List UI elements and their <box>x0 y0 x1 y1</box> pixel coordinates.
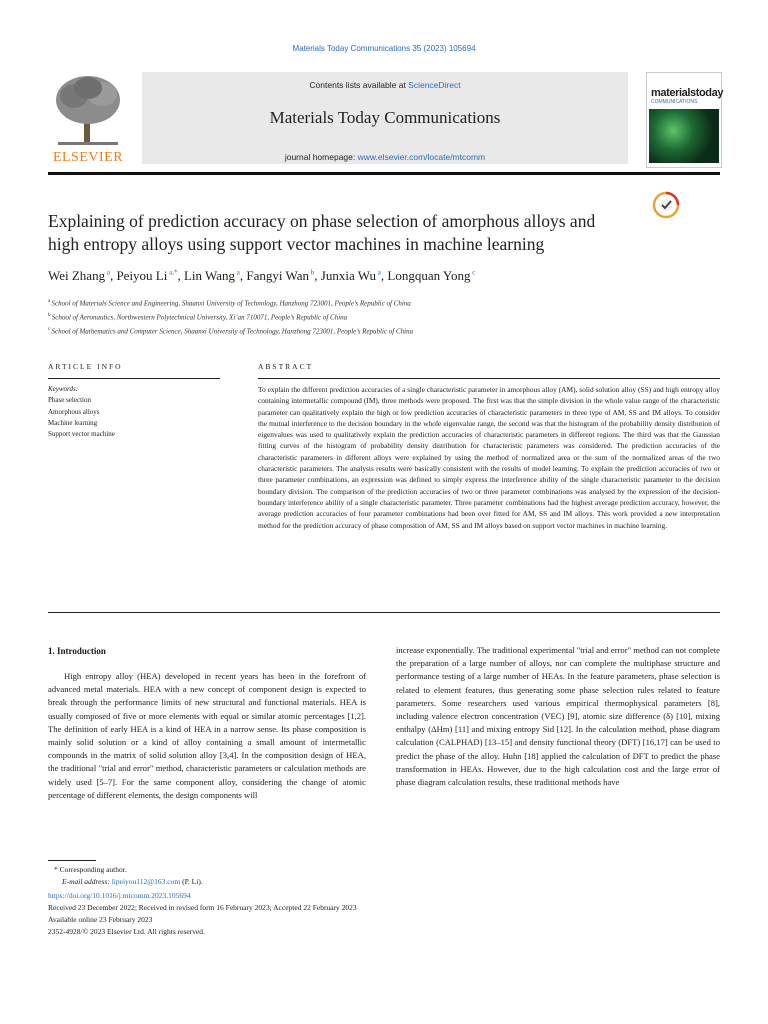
author-name[interactable]: Junxia Wu <box>320 268 377 283</box>
author-name[interactable]: Wei Zhang <box>48 268 106 283</box>
author-separator: , <box>380 268 388 283</box>
check-for-updates-button[interactable] <box>646 190 686 230</box>
affiliation-list <box>48 296 708 337</box>
available-online: Available online 23 February 2023 <box>48 915 153 924</box>
author-affiliation-mark[interactable]: a <box>105 268 110 277</box>
abstract-text: To explain the different prediction accuracies of a single characteristic parameter in amorphous alloy (AM), solid solution alloy (SS) and high entropy alloy containing intermetallic compound (IM), three methods were proposed. The first was that the simple division in the whole value range of the characteristic parameter can qualitatively explain the high or low prediction accuracies of characteristic parameters in three type of AM, SS and IM alloys. To consider the mutual interference to the decision boundary in the whole eigenvalue range, the second was that the histogram of the probability density distribution of eigenvalues was used to qualitatively explain the prediction accuracies of characteristic parameters in different regions. The third was that the Gaussian fitting curves of the histogram of probability density distribution for characteristic parameters was considered. The prediction accuracies of the characteristic parameters in different alloys were explained by using the method of normalized area or the sum of the normalized areas of the two characteristic parameters. The analysis results were basically consistent with the results of model learning. To explain the prediction accuracies of two or three parameter combinations, an expression was defined to simply express the interference ability of the single characteristic parameter to the decision boundary division. The comparison of the prediction accuracies of two or three parameter combinations was analysed by the expression of the decision-boundary interference ability of a single characteristic parameter. Three parameter combinations had the highest average prediction accuracy, however, the average prediction accuracies of four parameter combinations had been over fitted for AM, SS and IM alloys. This work provided a new interpretation method for the prediction accuracy of phase composition of AM, SS and IM alloys based on support vector machines in machine learning. <box>258 385 720 530</box>
email-label: E-mail address: <box>62 877 112 886</box>
check-updates-icon <box>646 190 686 230</box>
footnotes <box>48 864 468 938</box>
article-info-rule <box>48 378 220 379</box>
journal-header <box>48 70 628 168</box>
author-separator: , <box>109 268 117 283</box>
article-info-heading: ARTICLE INFO <box>48 362 123 371</box>
author-name[interactable]: Peiyou Li <box>116 268 168 283</box>
author-name[interactable]: Fangyi Wan <box>246 268 310 283</box>
affiliation-item <box>48 310 708 324</box>
author-separator: , <box>177 268 184 283</box>
affiliation-mark: b <box>48 312 52 318</box>
cover-subtitle: COMMUNICATIONS <box>651 99 698 105</box>
copyright-line: 2352-4928/© 2023 Elsevier Ltd. All rights reserved. <box>48 927 205 936</box>
journal-name: Materials Today Communications <box>269 108 501 127</box>
contents-prefix: Contents lists available at <box>309 80 409 90</box>
keyword-item: Support vector machine <box>48 430 115 439</box>
header-divider <box>48 172 720 175</box>
cover-image <box>649 109 719 163</box>
author-affiliation-mark[interactable]: b <box>309 268 315 277</box>
header-center-panel <box>142 72 628 164</box>
author-name[interactable]: Longquan Yong <box>387 268 471 283</box>
section-heading-introduction: 1. Introduction <box>48 646 106 656</box>
author-separator: , <box>239 268 247 283</box>
intro-paragraph-right: increase exponentially. The traditional experimental "trial and error" method can not complete the preparation of a large number of alloys, nor can complete the multiphase structure and performance testing of a large number of HEAs. In the feature parameters, phase selection is related to element features, thus generating some phase selection rules related to feature parameters. Some researchers used various empirical thermophysical parameters [8], including valence electron concentration (VEC) [9], atomic size difference (δ) [10], mixing enthalpy (ΔHm) [11] and mixing entropy Sid [12]. In the calculation method, phase diagram calculation (CALPHAD) [13–15] and density functional theory (DFT) [16,17] can be used to predict the phase of the alloy. Huhn [18] applied the calculation of DFT to predict the phase transformation in HEAs. However, due to the high calculation cost and the large error of phase diagram calculation results, these traditional methods have <box>396 645 720 788</box>
received-dates: Received 23 December 2022; Received in revised form 16 February 2023; Accepted 22 February 2023 <box>48 903 357 912</box>
homepage-line <box>142 152 628 162</box>
keywords-list <box>48 395 223 440</box>
corresponding-author-note: * Corresponding author. <box>54 865 127 874</box>
keyword-item: Amorphous alloys <box>48 407 100 416</box>
author-name[interactable]: Lin Wang <box>183 268 236 283</box>
author-affiliation-mark[interactable]: c <box>470 268 476 277</box>
publisher-name: ELSEVIER <box>52 150 124 165</box>
intro-paragraph-left: High entropy alloy (HEA) developed in recent years has been in the forefront of advanced metal materials. HEA with a new concept of component design is expected to break through the performance limits of new structural and functional materials. HEA is usually composed of five or more elements with equal or similar atomic percentages [1,2]. The definition of early HEA is a kind of HEA in a narrow sense. Its phase composition is mainly solid solution or a kind of alloy containing a small amount of intermetallic compounds in the matrix of solid solution alloy [3,4]. In the composition design of HEA, the traditional "trial and error" method, characteristic parameters or calculation methods are widely used [5–7]. For the same component alloy, considering the change of atomic percentage of different elements, the design components will <box>48 671 366 800</box>
article-title: Explaining of prediction accuracy on phase selection of amorphous alloys and high entropy alloys using support vector machines in machine learning <box>48 211 596 254</box>
doi-link[interactable]: https://doi.org/10.1016/j.mtcomm.2023.105694 <box>48 891 191 900</box>
email-suffix: (P. Li). <box>180 877 203 886</box>
author-affiliation-mark[interactable]: a,* <box>167 268 178 277</box>
journal-reference[interactable]: Materials Today Communications 35 (2023) 105694 <box>292 44 476 53</box>
affiliation-text: School of Mathematics and Computer Science, Shaanxi University of Technology, Hanzhong 723001, People’s Republic of China <box>51 326 414 335</box>
keywords-label: Keywords: <box>48 385 79 393</box>
affiliation-item <box>48 296 708 310</box>
footnote-rule <box>48 860 96 861</box>
author-separator: , <box>314 268 321 283</box>
email-link[interactable]: lipeiyou112@163.com <box>111 877 181 886</box>
homepage-link[interactable]: www.elsevier.com/locate/mtcomm <box>357 152 486 162</box>
author-affiliation-mark[interactable]: a <box>376 268 381 277</box>
affiliation-mark: c <box>48 326 52 332</box>
affiliation-text: School of Aeronautics, Northwestern Polytechnical University, Xi’an 710071, People’s Republic of China <box>51 313 348 322</box>
keyword-item: Phase selection <box>48 396 91 405</box>
homepage-prefix: journal homepage: <box>284 152 358 162</box>
sciencedirect-link[interactable]: ScienceDirect <box>408 80 461 90</box>
affiliation-text: School of Materials Science and Engineering, Shaanxi University of Technology, Hanzhong 723001, People’s Republic of China <box>51 299 411 308</box>
affiliation-mark: a <box>48 299 52 304</box>
cover-title: materialstoday <box>651 87 724 99</box>
elsevier-tree-icon <box>48 70 128 150</box>
author-affiliation-mark[interactable]: a <box>235 268 240 277</box>
journal-cover[interactable] <box>646 72 722 168</box>
elsevier-logo[interactable] <box>48 70 128 164</box>
contents-line <box>142 80 628 90</box>
abstract-rule <box>258 378 720 379</box>
affiliation-item <box>48 324 708 338</box>
abstract-bottom-rule <box>48 612 720 613</box>
email-line <box>48 876 468 888</box>
abstract-heading: ABSTRACT <box>258 362 314 371</box>
keyword-item: Machine learning <box>48 418 98 427</box>
author-list <box>48 268 708 284</box>
keywords-block <box>48 384 223 440</box>
